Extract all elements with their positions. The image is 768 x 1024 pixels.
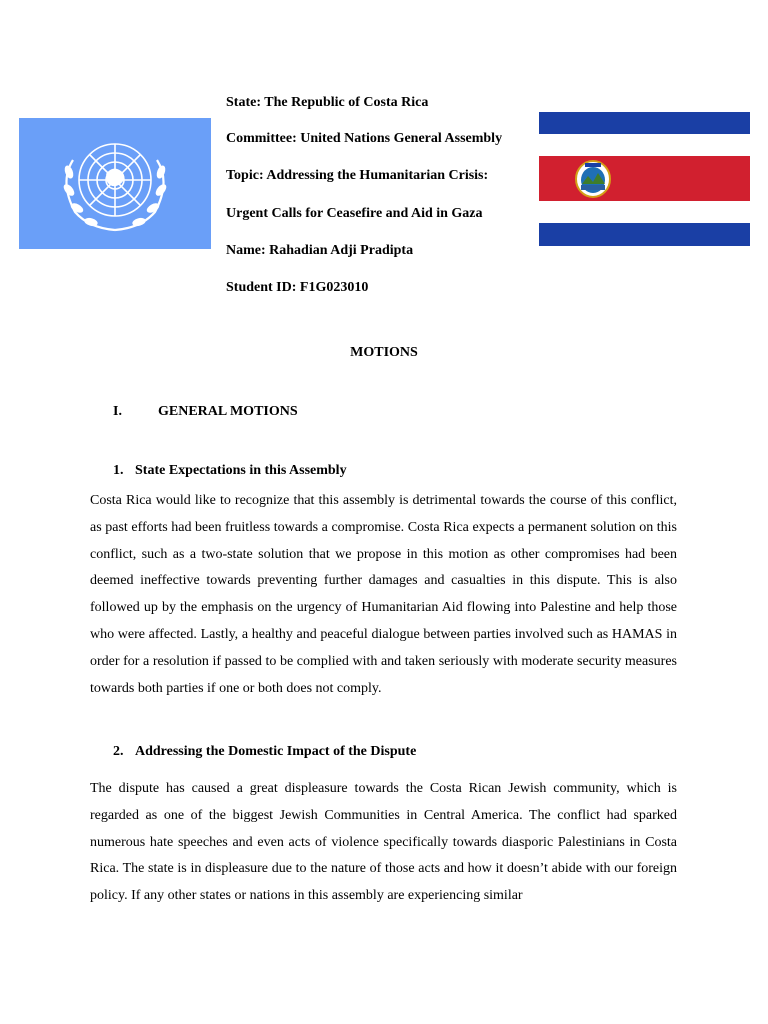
section-title: GENERAL MOTIONS [158, 404, 298, 419]
paragraph: The dispute has caused a great displeasure towards the Costa Rican Jewish community, which is regarded as one of the biggest Jewish Communities in Central America. The conflict had sparked numerous hate speeches and even acts of violence specifically towards diasporic Palestinians in Costa Rica. The state is in displeasure due to the nature of those acts and how it doesn’t abide with our foreign policy. If any other states or nations in this assembly are experiencing similar [90, 781, 677, 904]
subsection-number: 1. [113, 463, 124, 478]
state-line: State: The Republic of Costa Rica [226, 95, 429, 110]
student-id-line: Student ID: F1G023010 [226, 280, 369, 295]
topic-line-continued: Urgent Calls for Ceasefire and Aid in Gaza [226, 206, 483, 221]
subsection-title: Addressing the Domestic Impact of the Dispute [135, 744, 417, 759]
coat-of-arms-icon [576, 161, 610, 197]
committee-line: Committee: United Nations General Assembly [226, 131, 503, 146]
un-emblem-icon [19, 118, 211, 249]
un-flag-image [19, 118, 211, 249]
subsection-number: 2. [113, 744, 124, 759]
section-numeral: I. [113, 404, 122, 419]
paragraph: Costa Rica would like to recognize that this assembly is detrimental towards the course of this conflict, as past efforts had been fruitless towards a compromise. Costa Rica expects a permanent solution on this conflict, such as a two-state solution that we propose in this motion as other compromises had been deemed ineffective towards preventing further damages and casualties in this dispute. This is also followed up by the emphasis on the urgency of Humanitarian Aid flowing into Palestine and help those who were affected. Lastly, a healthy and peaceful dialogue between parties involved such as HAMAS in order for a resolution if passed to be complied with and taken seriously with moderate security measures towards both parties if one or both does not comply. [90, 493, 677, 696]
document-heading: MOTIONS [350, 345, 418, 360]
name-line: Name: Rahadian Adji Pradipta [226, 243, 414, 258]
subsection-title: State Expectations in this Assembly [135, 463, 347, 478]
subsection-heading [113, 463, 347, 479]
costa-rica-flag-icon [539, 112, 750, 246]
subsection-heading [113, 744, 416, 760]
costa-rica-flag-image [539, 112, 750, 246]
topic-line: Topic: Addressing the Humanitarian Crisis: [226, 168, 489, 183]
